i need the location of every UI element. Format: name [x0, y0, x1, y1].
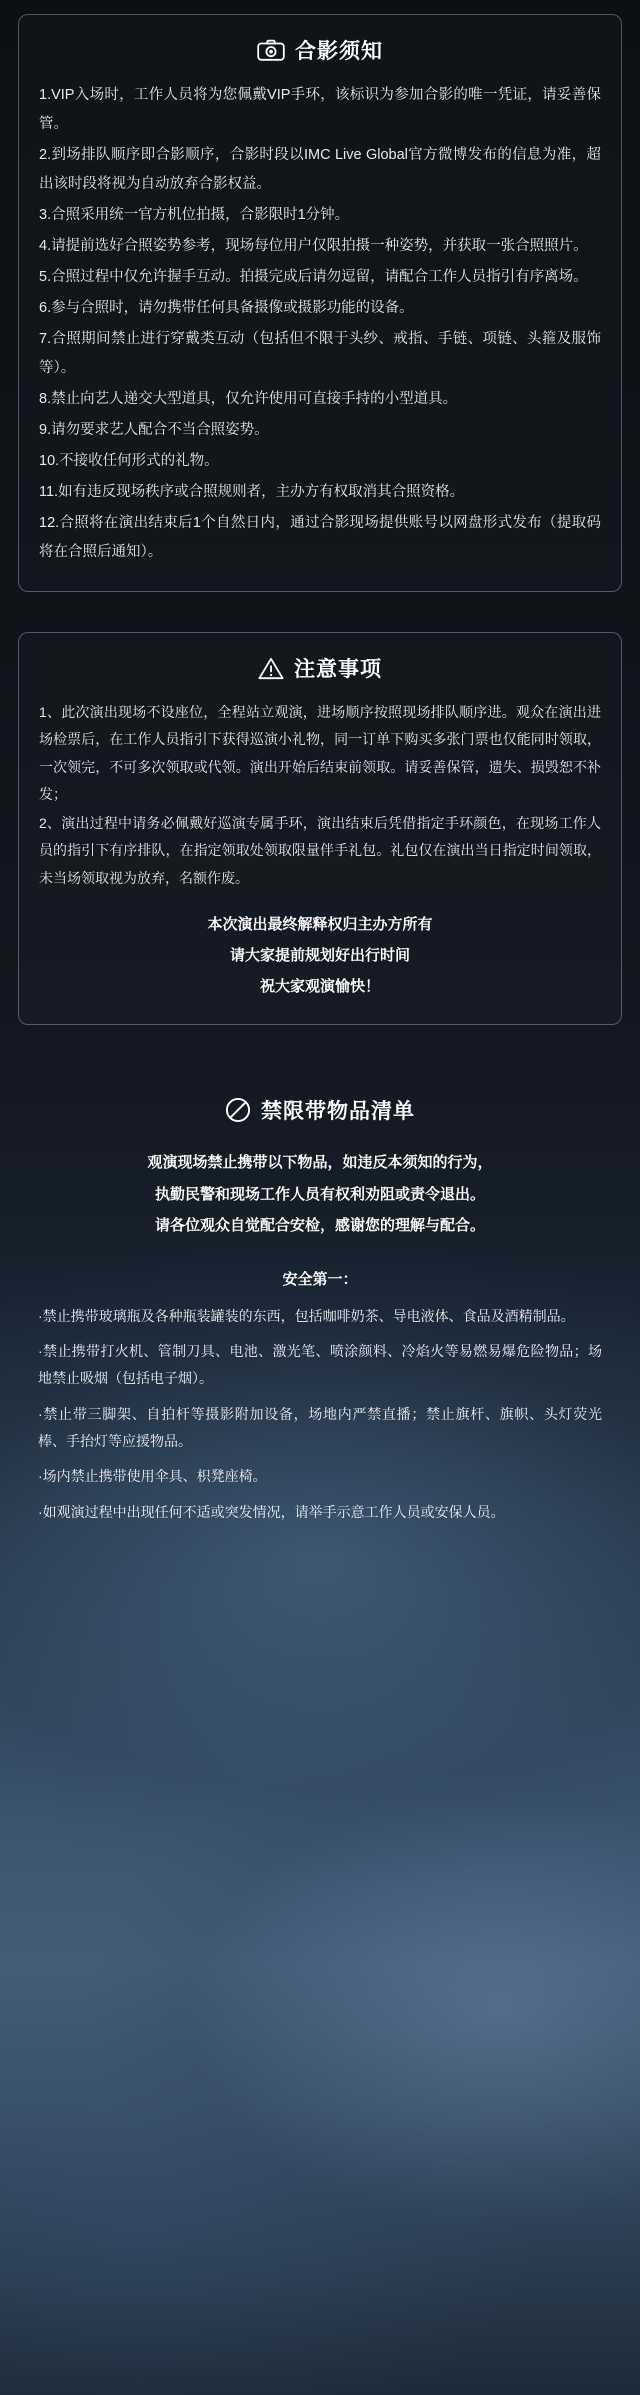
notice-list — [39, 699, 601, 892]
lead-line: 请各位观众自觉配合安检，感谢您的理解与配合。 — [154, 1217, 485, 1235]
list-item: 1、此次演出现场不设座位，全程站立观演，进场顺序按照现场排队顺序进。观众在演出进场检票后，在工作人员指引下获得巡演小礼物，同一订单下购买多张门票也仅能同时领取，一次领完，不可多次领取或代领。演出开始后结束前领取。请妥善保管，遗失、损毁恕不补发； — [39, 704, 601, 802]
list-item: ·场内禁止携带使用伞具、枳凳座椅。 — [38, 1468, 267, 1485]
list-item: 2、演出过程中请务必佩戴好巡演专属手环，演出结束后凭借指定手环颜色，在现场工作人员的指引下有序排队，在指定领取处领取限量伴手礼包。礼包仅在演出当日指定时间领取，未当场领取视为放弃，名额作废。 — [39, 815, 601, 886]
list-item: ·如观演过程中出现任何不适或突发情况，请举手示意工作人员或安保人员。 — [38, 1503, 505, 1520]
lead-line: 执勤民警和现场工作人员有权利劝阻或责令退出。 — [154, 1185, 485, 1203]
lead-line: 观演现场禁止携带以下物品，如违反本须知的行为， — [147, 1154, 493, 1172]
list-item: 11.如有违反现场秩序或合照规则者，主办方有权取消其合照资格。 — [39, 484, 465, 500]
list-item: 10.不接收任何形式的礼物。 — [39, 453, 219, 469]
camera-icon — [257, 39, 285, 61]
section-photo-title-row — [39, 35, 601, 65]
list-item: 8.禁止向艺人递交大型道具，仅允许使用可直接手持的小型道具。 — [39, 391, 458, 407]
section-ban-title-row — [38, 1095, 602, 1125]
list-item: 7.合照期间禁止进行穿戴类互动（包括但不限于头纱、戒指、手链、项链、头箍及服饰等）。 — [39, 331, 601, 376]
ban-rules-list — [38, 1303, 602, 1526]
list-item: 9.请勿要求艺人配合不当合照姿势。 — [39, 422, 269, 438]
prohibited-icon — [225, 1097, 251, 1123]
list-item: 12.合照将在演出结束后1个自然日内，通过合影现场提供账号以网盘形式发布（提取码将在合照后通知）。 — [39, 515, 601, 560]
list-item: 5.合照过程中仅允许握手互动。拍摄完成后请勿逗留，请配合工作人员指引有序离场。 — [39, 269, 588, 285]
section-photo-guidelines — [18, 14, 622, 592]
section-photo-title: 合影须知 — [295, 40, 383, 63]
notice-closing-block — [39, 910, 601, 1002]
section-ban-title: 禁限带物品清单 — [261, 1100, 415, 1124]
list-item: ·禁止携带打火机、管制刀具、电池、激光笔、喷涂颜料、冷焰火等易燃易爆危险物品；场地禁止吸烟（包括电子烟）。 — [38, 1343, 602, 1387]
list-item: ·禁止带三脚架、自拍杆等摄影附加设备，场地内严禁直播；禁止旗杆、旗帜、头灯荧光棒、手抬灯等应援物品。 — [38, 1405, 602, 1450]
list-item: ·禁止携带玻璃瓶及各种瓶装罐装的东西，包括咖啡奶茶、导电液体、食品及酒精制品。 — [38, 1307, 575, 1324]
section-notice-title-row — [39, 653, 601, 683]
closing-line: 本次演出最终解释权归主办方所有 — [207, 916, 433, 934]
section-notice — [18, 632, 622, 1025]
list-item: 4.请提前选好合照姿势参考，现场每位用户仅限拍摄一种姿势，并获取一张合照照片。 — [39, 238, 588, 254]
list-item: 2.到场排队顺序即合影顺序，合影时段以IMC Live Global官方微博发布的信息为准，超出该时段将视为自动放弃合影权益。 — [39, 147, 601, 192]
list-item: 1.VIP入场时，工作人员将为您佩戴VIP手环，该标识为参加合影的唯一凭证，请妥善保管。 — [39, 87, 601, 132]
list-item: 6.参与合照时，请勿携带任何具备摄像或摄影功能的设备。 — [39, 300, 414, 316]
ban-lead-block — [38, 1147, 602, 1242]
section-banned-items — [18, 1075, 622, 1574]
closing-line: 祝大家观演愉快！ — [259, 977, 380, 995]
section-notice-title: 注意事项 — [294, 658, 382, 681]
photo-guidelines-list — [39, 81, 601, 567]
ban-sub-head: 安全第一： — [282, 1270, 358, 1288]
closing-line: 请大家提前规划好出行时间 — [229, 946, 410, 964]
list-item: 3.合照采用统一官方机位拍摄，合影限时1分钟。 — [39, 207, 350, 223]
warning-icon — [258, 657, 284, 680]
